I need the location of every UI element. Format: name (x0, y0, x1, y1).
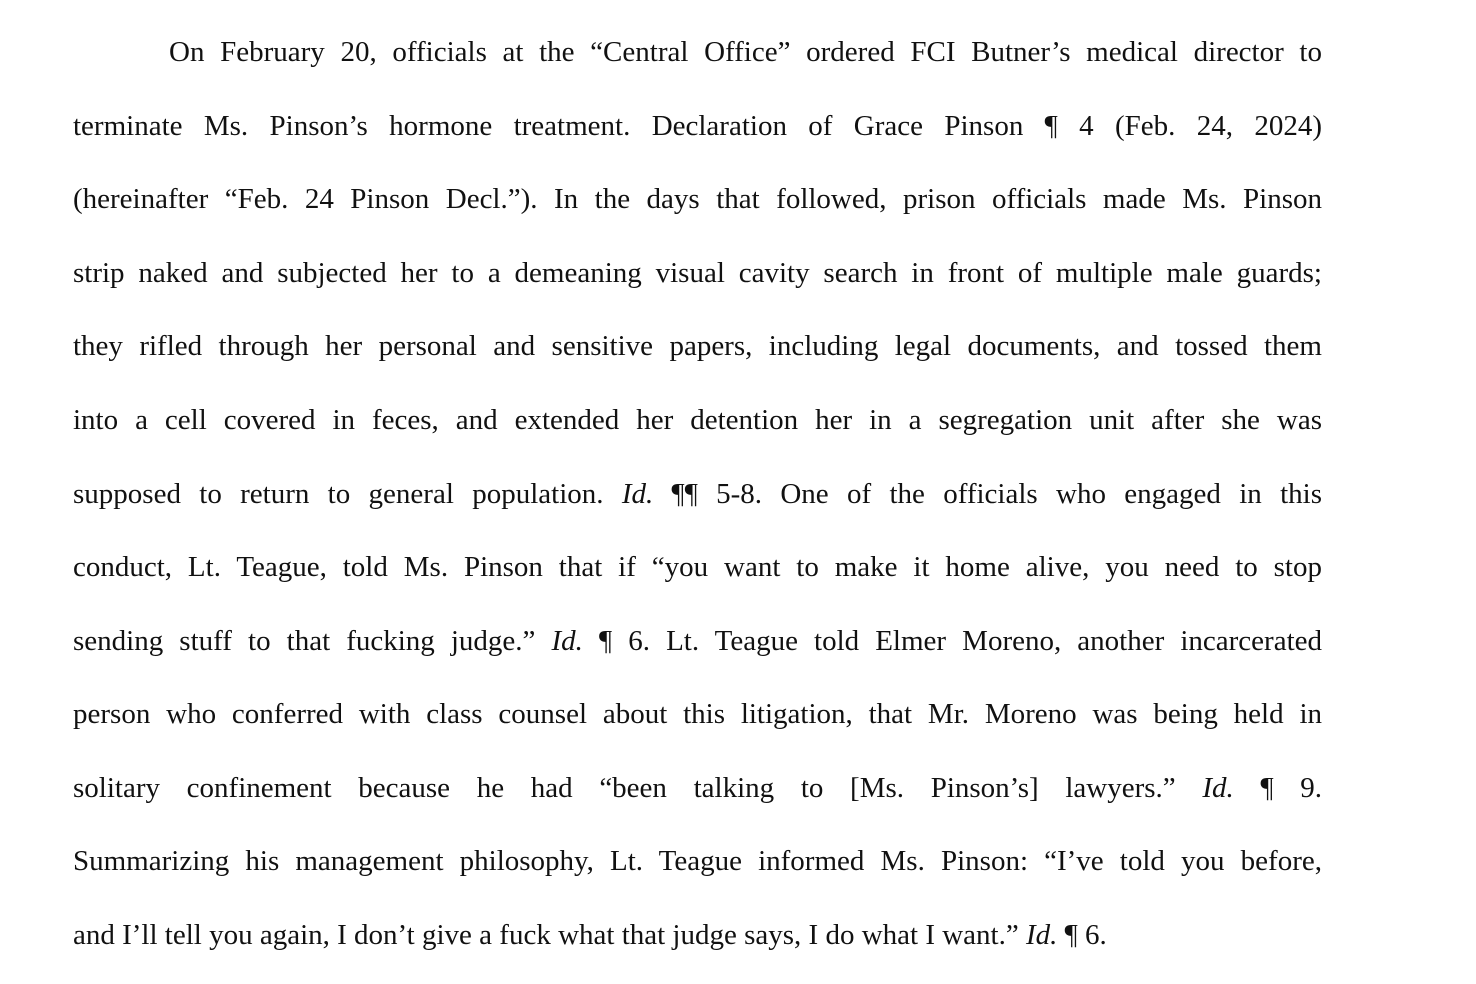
line-text: and I’ll tell you again, I don’t give a fuck what that judge says, I do what I want.” (73, 919, 1026, 951)
line-text: person who conferred with class counsel about this litigation, that Mr. Moreno was being held in (73, 698, 1322, 730)
line-text: sending stuff to that fucking judge.” (73, 625, 552, 657)
line-text: solitary confinement because he had “been talking to [Ms. Pinson’s] lawyers.” (73, 772, 1203, 804)
paragraph-line-12 (73, 842, 1322, 880)
line-text: conduct, Lt. Teague, told Ms. Pinson that if “you want to make it home alive, you need to stop (73, 551, 1322, 583)
line-text: ¶ 6. (1057, 919, 1107, 951)
line-text: they rifled through her personal and sensitive papers, including legal documents, and tossed them (73, 330, 1322, 362)
paragraph-line-13 (73, 916, 1322, 954)
line-text: ¶ 9. (1233, 772, 1323, 804)
citation-id: Id. (551, 625, 583, 657)
citation-id: Id. (1025, 919, 1058, 951)
paragraph-line-8 (73, 548, 1322, 586)
paragraph-line-10 (73, 695, 1322, 733)
line-text: On February 20, officials at the “Central Office” ordered FCI Butner’s medical director to (169, 36, 1322, 68)
citation-id: Id. (1202, 772, 1234, 804)
paragraph-line-7 (73, 475, 1322, 513)
line-text: ¶ 6. Lt. Teague told Elmer Moreno, another incarcerated (582, 625, 1322, 657)
paragraph-line-5 (73, 327, 1322, 365)
paragraph-line-6 (73, 401, 1322, 439)
line-text: ¶¶ 5-8. One of the officials who engaged in this (653, 478, 1322, 510)
paragraph-line-11 (73, 769, 1322, 807)
line-text: Summarizing his management philosophy, Lt. Teague informed Ms. Pinson: “I’ve told you before, (73, 845, 1322, 877)
citation-id: Id. (621, 478, 654, 510)
line-text: (hereinafter “Feb. 24 Pinson Decl.”). In the days that followed, prison officials made Ms. Pinson (73, 183, 1322, 215)
paragraph-line-2 (73, 107, 1322, 145)
line-text: terminate Ms. Pinson’s hormone treatment. Declaration of Grace Pinson ¶ 4 (Feb. 24, 2024) (73, 110, 1322, 142)
paragraph-line-3 (73, 180, 1322, 218)
line-text: into a cell covered in feces, and extended her detention her in a segregation unit after she was (73, 404, 1322, 436)
paragraph-line-9 (73, 622, 1322, 660)
line-text: strip naked and subjected her to a demeaning visual cavity search in front of multiple male guards; (73, 257, 1322, 289)
paragraph-line-1 (169, 33, 1322, 71)
paragraph-line-4 (73, 254, 1322, 292)
line-text: supposed to return to general population. (73, 478, 622, 510)
